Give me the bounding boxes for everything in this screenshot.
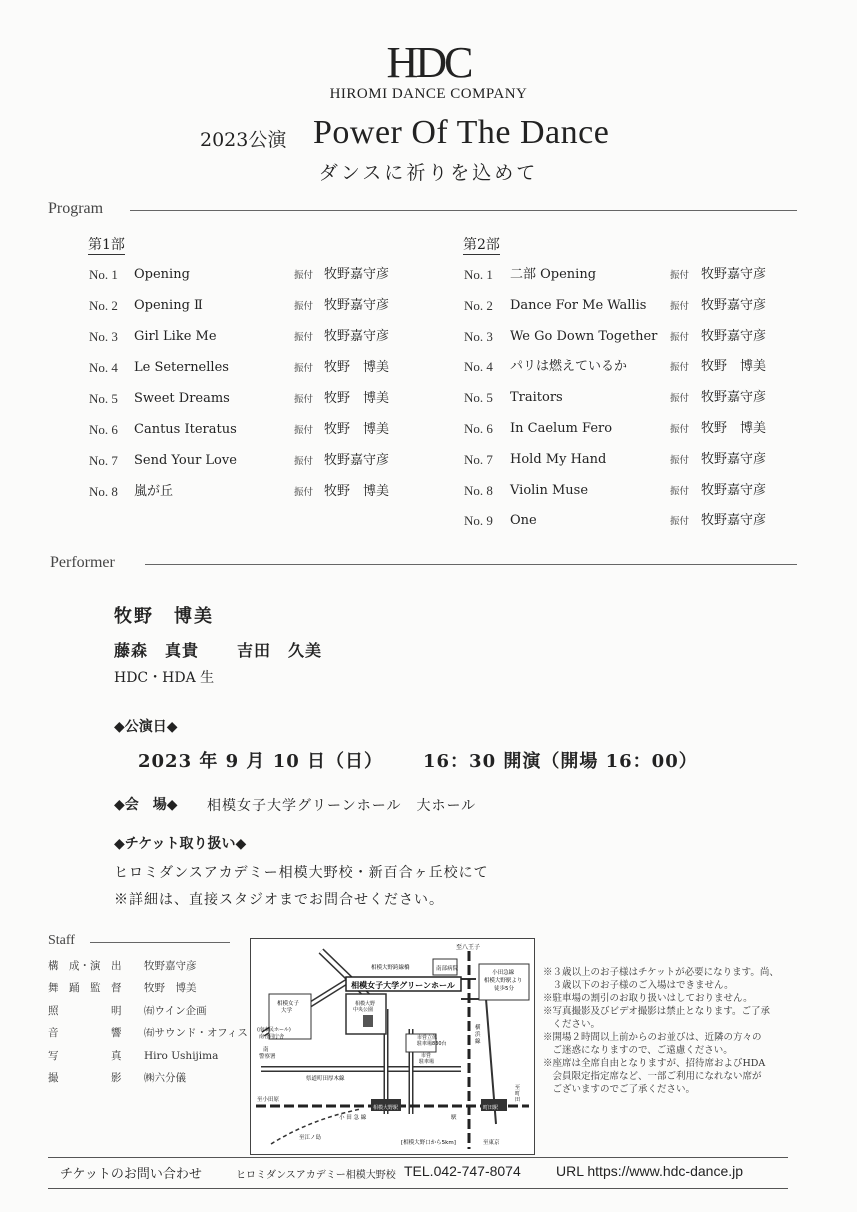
program-item [89, 389, 419, 409]
note-line: ３歳以下のお子様のご入場はできません。 [543, 980, 734, 991]
show-date: 2023 年 9 月 10 日（日） [138, 751, 384, 772]
performer-label: Performer [50, 554, 121, 572]
map-minami-line: 警察署 [259, 1054, 276, 1060]
choreography-tag: 振付 [294, 487, 314, 498]
staff-rule [90, 942, 230, 943]
map-park-line: 相模大野 [355, 1001, 376, 1007]
note-line: ※座席は全席自由となりますが、招待席およびHDA [543, 1058, 766, 1069]
program-item-choreographer: 牧野 博美 [324, 391, 390, 406]
program-item-number: No. 8 [89, 484, 118, 499]
program-rule [130, 210, 797, 211]
note-line: ※開場２時間以上前からのお並びは、近隣の方々の [543, 1032, 762, 1043]
program-item-choreographer: 牧野 博美 [701, 359, 767, 375]
staff-row [48, 1003, 238, 1019]
performer-second-a: 藤森 真貴 [114, 641, 200, 660]
map-label-lumine: 駅 [451, 1115, 457, 1121]
program-item-choreographer: 牧野嘉守彦 [701, 451, 767, 467]
program-item-title: Cantus Iteratus [134, 422, 237, 437]
map-label-road: 県道町田厚木線 [306, 1076, 345, 1082]
map-machida-line: 田 [515, 1097, 521, 1103]
map-label-odawara: 至小田原 [257, 1097, 280, 1103]
program-item-choreographer: 牧野嘉守彦 [701, 297, 767, 313]
map-yokohama-line-text: 横 [475, 1025, 481, 1031]
program-item-choreographer: 牧野 博美 [324, 484, 390, 499]
map-label-yokohama [475, 1023, 482, 1045]
map-machida-line: 町 [515, 1091, 521, 1097]
program-item-choreographer: 牧野嘉守彦 [324, 298, 390, 313]
footer-label: チケットのお問い合わせ [60, 1167, 202, 1182]
program-item-title: Dance For Me Wallis [510, 297, 647, 313]
footer-org: ヒロミダンスアカデミー相模大野校 [236, 1170, 396, 1181]
program-item-choreographer: 牧野 博美 [324, 422, 390, 437]
ticket-heading: ◆チケット取り扱い◆ [114, 836, 247, 852]
program-item-choreographer: 牧野嘉守彦 [324, 329, 390, 344]
map-label-machida [515, 1084, 522, 1103]
staff-name: 牧野嘉守彦 [144, 960, 197, 972]
note-line: ※駐車場の割引のお取り扱いはしておりません。 [543, 993, 753, 1004]
choreography-tag: 振付 [294, 425, 314, 436]
program-item-number: No. 7 [89, 453, 118, 468]
performer-rule [145, 564, 797, 565]
program-item [464, 296, 794, 316]
program-item [89, 265, 419, 285]
staff-row [48, 1025, 248, 1041]
program-item [464, 357, 794, 377]
footer-url[interactable]: URL https://www.hdc-dance.jp [556, 1163, 744, 1179]
program-item-choreographer: 牧野 博美 [324, 360, 390, 375]
performer-lead: 牧野 博美 [114, 606, 214, 627]
performer-group: HDC・HDA 生 [114, 670, 215, 686]
choreography-tag: 振付 [670, 485, 690, 497]
staff-row [48, 958, 238, 974]
map-parking-line: 市営立体 [417, 1035, 438, 1041]
program-item-choreographer: 牧野嘉守彦 [701, 267, 767, 282]
notes-list [543, 966, 779, 1096]
show-title: Power Of The Dance [313, 114, 610, 151]
program-item-number: No. 1 [464, 267, 493, 282]
map-label-enoshima: 至江ノ島 [299, 1135, 322, 1141]
map-civic-line: (南市民ホール) [257, 1027, 291, 1033]
staff-name: ㈲サウンド・オフィス [144, 1027, 248, 1040]
program-item [89, 296, 419, 316]
staff-name: Hiro Ushijima [144, 1049, 219, 1062]
note-line: ください。 [543, 1019, 601, 1030]
program-item-number: No. 6 [464, 421, 493, 436]
staff-role: 照 明 [48, 1004, 122, 1017]
map-station-box-line: 小田急線 [492, 970, 515, 976]
staff-row [48, 1048, 238, 1064]
map-hall-label: 相模女子大学グリーンホール [351, 981, 455, 990]
program-item [464, 327, 794, 347]
show-time: 16：30 開演（開場 16：00） [423, 751, 698, 772]
program-item [89, 482, 419, 502]
program-item-number: No. 5 [89, 391, 118, 406]
program-item [464, 450, 794, 470]
map-label-machida-st: 町田駅 [483, 1105, 499, 1111]
year-label: 2023公演 [200, 129, 287, 151]
program-item-number: No. 2 [89, 298, 118, 313]
note-line: ※３歳以上のお子様はチケットが必要になります。尚、 [543, 967, 779, 978]
program-item [89, 451, 419, 471]
note-line: ご迷惑になりますので、ご遠慮ください。 [543, 1045, 733, 1056]
map-station-box-line: 徒歩5分 [494, 986, 514, 992]
program-item-title: Le Seternelles [134, 360, 229, 375]
map-label-odakyu: 小 田 急 線 [339, 1115, 367, 1121]
map-machida-line: 至 [515, 1085, 521, 1091]
program-item-choreographer: 牧野嘉守彦 [324, 453, 390, 468]
map-label-hachioji: 至八王子 [456, 944, 481, 951]
program-item-choreographer: 牧野嘉守彦 [701, 328, 767, 344]
staff-label: Staff [48, 933, 81, 949]
staff-role: 写 真 [48, 1049, 122, 1062]
staff-row [48, 980, 238, 996]
program-item-title: One [510, 513, 537, 529]
program-item [464, 511, 794, 531]
choreography-tag: 振付 [670, 362, 690, 374]
program-label: Program [48, 200, 109, 218]
map-park-line: 中央公園 [353, 1007, 374, 1013]
staff-name: ㈲ウイン企画 [144, 1004, 207, 1017]
program-item-number: No. 5 [464, 390, 493, 406]
map-label-parking [416, 1034, 447, 1047]
program-item-title: 二部 Opening [510, 267, 597, 282]
program-item-title: We Go Down Together [510, 328, 658, 344]
venue-map [250, 938, 535, 1155]
footer-tel: TEL.042-747-8074 [404, 1163, 521, 1179]
map-label-bridge: 相模大野跨線橋 [371, 965, 410, 971]
program-item-title: Send Your Love [134, 453, 237, 468]
program-item-number: No. 6 [89, 422, 118, 437]
map-label-sagami-ono-st: 相模大野駅 [373, 1105, 399, 1111]
choreography-tag: 振付 [670, 424, 690, 435]
program-item-number: No. 2 [464, 297, 493, 313]
program-item-number: No. 4 [464, 359, 493, 375]
program-item-title: 嵐が丘 [134, 484, 174, 499]
date-heading: ◆公演日◆ [114, 719, 178, 735]
choreography-tag: 振付 [670, 516, 690, 528]
ticket-line-2: ※詳細は、直接スタジオまでお問合せください。 [114, 892, 444, 908]
map-city-parking-line: 市営 [421, 1053, 432, 1059]
program-item [464, 419, 794, 439]
choreography-tag: 振付 [294, 363, 314, 374]
map-station-box-line: 相模大野駅より [483, 978, 523, 984]
map-university-line: 大学 [281, 1008, 293, 1014]
map-minami-line: 南 [263, 1047, 269, 1053]
program-item-number: No. 7 [464, 451, 493, 467]
choreography-tag: 振付 [670, 270, 690, 281]
program-item-choreographer: 牧野嘉守彦 [701, 513, 767, 529]
program-item-title: Hold My Hand [510, 451, 607, 467]
venue-heading: ◆会 場◆ [114, 797, 178, 813]
ticket-line-1: ヒロミダンスアカデミー相模大野校・新百合ヶ丘校にて [114, 865, 489, 881]
map-label-nanbu: 南部病院 [436, 966, 459, 972]
company-logo: HDC [386, 38, 471, 87]
map-drawing [251, 939, 534, 1154]
choreography-tag: 振付 [294, 301, 314, 312]
program-item-number: No. 8 [464, 482, 493, 498]
program-item-choreographer: 牧野嘉守彦 [701, 482, 767, 498]
program-item-title: Opening [134, 267, 190, 282]
choreography-tag: 振付 [670, 393, 690, 405]
staff-role: 音 響 [48, 1027, 122, 1040]
part2-heading: 第2部 [463, 237, 500, 253]
map-parking-line: 駐車場830台 [417, 1041, 447, 1047]
map-label-city-parking [418, 1052, 434, 1065]
program-item-choreographer: 牧野嘉守彦 [324, 267, 390, 282]
program-item [89, 358, 419, 378]
choreography-tag: 振付 [294, 332, 314, 343]
program-item-title: Violin Muse [510, 482, 589, 498]
program-item-title: Sweet Dreams [134, 391, 230, 406]
staff-role: 撮 影 [48, 1072, 122, 1084]
staff-role: 舞 踊 監 督 [48, 982, 122, 995]
staff-name: 牧野 博美 [144, 982, 197, 995]
program-item-title: Opening Ⅱ [134, 298, 203, 313]
show-subtitle: ダンスに祈りを込めて [318, 162, 539, 184]
program-item [89, 327, 419, 347]
choreography-tag: 振付 [670, 300, 690, 312]
map-university-line: 相模女子 [277, 1001, 300, 1007]
program-item-number: No. 9 [464, 513, 493, 529]
staff-role: 構 成・演 出 [48, 960, 122, 972]
map-label-scale: [相模大野口から5km] [401, 1140, 456, 1146]
program-item-number: No. 3 [464, 328, 493, 344]
choreography-tag: 振付 [670, 331, 690, 343]
map-yokohama-line-text: 線 [475, 1039, 481, 1045]
part1-heading: 第1部 [88, 237, 125, 253]
note-line: ※写真撮影及びビデオ撮影は禁止となります。ご了承 [543, 1006, 771, 1017]
program-item [464, 265, 794, 285]
map-city-parking-line: 駐車場 [419, 1059, 435, 1065]
choreography-tag: 振付 [670, 454, 690, 466]
choreography-tag: 振付 [294, 270, 314, 281]
choreography-tag: 振付 [294, 456, 314, 467]
program-item-title: パリは燃えているか [510, 359, 628, 375]
staff-name: ㈱六分儀 [144, 1072, 186, 1084]
program-item-choreographer: 牧野嘉守彦 [701, 390, 767, 406]
note-line: 会員限定指定席など、一部ご利用になれない席が [543, 1071, 762, 1082]
program-item [89, 420, 419, 440]
program-item [464, 481, 794, 501]
map-civic-line: 南合同庁舎 [259, 1034, 285, 1040]
program-item-choreographer: 牧野 博美 [701, 421, 767, 436]
program-item-title: Girl Like Me [134, 329, 217, 344]
note-line: ございますのでご了承ください。 [543, 1084, 696, 1095]
map-label-kanagawa: 至東京 [483, 1140, 500, 1146]
program-item-number: No. 4 [89, 360, 118, 375]
staff-row [48, 1070, 238, 1086]
venue-name: 相模女子大学グリーンホール 大ホール [207, 798, 477, 814]
performer-second-b: 吉田 久美 [237, 641, 323, 660]
program-item-title: In Caelum Fero [510, 421, 613, 436]
map-label-minami [259, 1045, 276, 1060]
program-item-number: No. 3 [89, 329, 118, 344]
program-item [464, 388, 794, 408]
map-hall-block [346, 994, 386, 1034]
program-item-title: Traitors [510, 390, 563, 406]
choreography-tag: 振付 [294, 394, 314, 405]
program-item-number: No. 1 [89, 267, 118, 282]
map-yokohama-line-text: 浜 [475, 1032, 481, 1038]
company-name: HIROMI DANCE COMPANY [329, 86, 528, 102]
